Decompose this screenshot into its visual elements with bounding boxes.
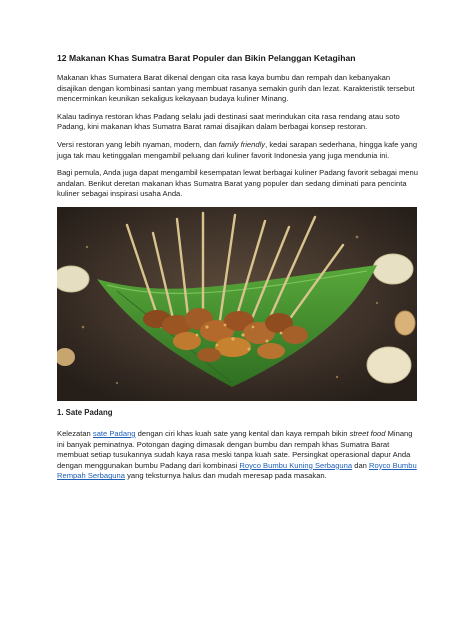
intro-paragraph-1: Makanan khas Sumatera Barat dikenal dengan cita rasa kaya bumbu dan rempah dan kebanyakan disajikan dengan kombinasi santan yang membuat rasanya semakin gurih dan lezat. Karakteristik tersebut mencerminkan keunikan sekaligus kekayaan budaya kuliner Minang. (57, 73, 415, 104)
p3-text-after: , kedai sarapan sederhana, hingga kafe yang juga tak mau ketinggalan mengambil peluang dari kuliner favorit Indonesia yang juga mendunia ini. (57, 139, 418, 160)
intro-paragraph-3 (57, 140, 419, 161)
s1-text-1: Kelezatan (57, 428, 93, 438)
article-title: 12 Makanan Khas Sumatra Barat Populer dan Bikin Pelanggan Ketagihan (57, 53, 356, 63)
s1-text-2: dengan ciri khas kuah sate yang kental dan kaya rempah bikin (135, 428, 350, 438)
rice-cake-right-bottom (367, 347, 411, 383)
link-royco-bumbu-rempah[interactable]: Royco Bumbu Rempah Serbaguna (57, 460, 417, 481)
s1-italic-street-food: street food (349, 428, 386, 438)
intro-paragraph-2: Kalau tadinya restoran khas Padang selalu jadi destinasi saat merindukan cita rasa rendang atau soto Padang, kini makanan khas Sumatra Barat ramai disajikan dalam berbagai konsep restoran. (57, 111, 400, 132)
p3-italic-family-friendly: family friendly (218, 139, 266, 149)
s1-text-3: Minang ini banyak peminatnya. Potongan daging dimasak dengan bumbu dan rempah khas Sumatra Barat membuat setiap tusukannya sudah kaya rasa meski tanpa kuah sate. Persingkat operasional dapur Anda dengan menggunakan bumbu Padang dari kombinasi (57, 428, 413, 470)
s1-text-4: dan (352, 460, 369, 470)
sate-padang-photo (57, 207, 417, 401)
section-heading-sate-padang: 1. Sate Padang (57, 407, 113, 417)
sate-padang-illustration (57, 207, 417, 401)
link-sate-padang[interactable]: sate Padang (92, 428, 136, 438)
article-body (57, 53, 419, 489)
s1-text-5: yang teksturnya halus dan mudah meresap pada masakan. (124, 471, 327, 481)
garnish-right (395, 311, 415, 335)
sate-padang-paragraph (57, 429, 419, 482)
link-royco-bumbu-kuning[interactable]: Royco Bumbu Kuning Serbaguna (239, 460, 353, 470)
rice-cake-right-top (373, 254, 413, 284)
intro-paragraph-4: Bagi pemula, Anda juga dapat mengambil kesempatan lewat berbagai kuliner Padang favorit sebagai menu andalan. Berikut deretan makanan khas Sumatra Barat yang populer dan sedang diminati para pencinta kuliner sebagai inspirasi usaha Anda. (57, 168, 418, 199)
rice-cake-left (57, 266, 89, 292)
p3-text-before: Versi restoran yang lebih nyaman, modern, dan (57, 139, 219, 149)
